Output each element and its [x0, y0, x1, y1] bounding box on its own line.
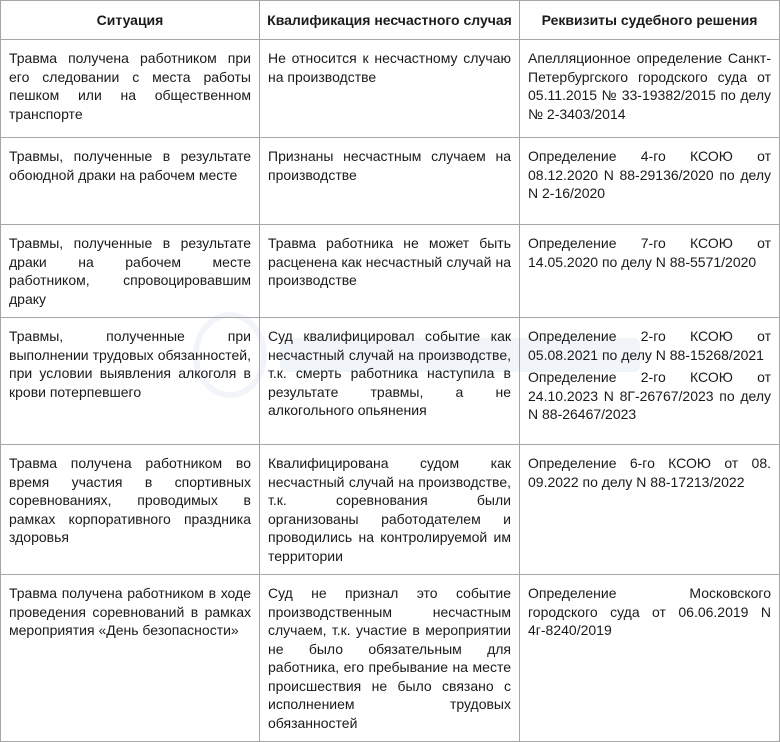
situation-cell: Травмы, полученные при выполнении трудовых обязанностей, при условии выявления алкоголя в крови потерпевшего [1, 318, 260, 445]
table-row [1, 225, 780, 318]
decision-text: Определение 6-го КСОЮ от 08. 09.2022 по делу N 88-17213/2022 [528, 455, 771, 490]
decision-cell [520, 138, 780, 225]
table-row [1, 575, 780, 742]
decision-text: Определение 2-го КСОЮ от 24.10.2023 N 8Г-26767/2023 по делу N 88-26467/2023 [528, 369, 771, 422]
table-row [1, 138, 780, 225]
qualification-cell: Суд квалифицировал событие как несчастный случай на производстве, т.к. смерть работника наступила в результате травмы, а не алкогольного опьянения [260, 318, 520, 445]
table-header-row [1, 1, 780, 40]
table-row [1, 40, 780, 138]
decision-text: Определение Московского городского суда от 06.06.2019 N 4г-8240/2019 [528, 585, 771, 638]
decision-text: Определение 2-го КСОЮ от 05.08.2021 по делу N 88-15268/2021 [528, 328, 771, 363]
header-situation: Ситуация [1, 1, 260, 40]
situation-cell: Травмы, полученные в результате драки на рабочем месте работником, спровоцировавшим драку [1, 225, 260, 318]
header-qualification: Квалификация несчастного случая [260, 1, 520, 40]
header-decision: Реквизиты судебного решения [520, 1, 780, 40]
decision-text: Определение 7-го КСОЮ от 14.05.2020 по делу N 88-5571/2020 [528, 235, 771, 270]
qualification-cell: Квалифицирована судом как несчастный случай на производстве, т.к. соревнования были организованы работодателем и проводились на контролируемой им территории [260, 445, 520, 575]
decision-cell [520, 575, 780, 742]
decision-cell [520, 445, 780, 575]
decision-cell [520, 318, 780, 445]
decision-cell [520, 40, 780, 138]
situation-cell: Травма получена работником при его следовании с места работы пешком или на общественном транспорте [1, 40, 260, 138]
table-row [1, 318, 780, 445]
decision-text: Определение 4-го КСОЮ от 08.12.2020 N 88-29136/2020 по делу N 2-16/2020 [528, 148, 771, 201]
situation-cell: Травма получена работником в ходе проведения соревнований в рамках мероприятия «День безопасности» [1, 575, 260, 742]
qualification-cell: Суд не признал это событие производственным несчастным случаем, т.к. участие в мероприятии не было обязательным для работника, его пребывание на месте происшествия не было связано с исполнением трудовых обязанностей [260, 575, 520, 742]
decision-cell [520, 225, 780, 318]
table-row [1, 445, 780, 575]
situation-cell: Травма получена работником во время участия в спортивных соревнованиях, проводимых в рамках корпоративного праздника здоровья [1, 445, 260, 575]
qualification-cell: Признаны несчастным случаем на производстве [260, 138, 520, 225]
qualification-cell: Травма работника не может быть расценена как несчастный случай на производстве [260, 225, 520, 318]
decision-text: Апелляционное определение Санкт-Петербургского городского суда от 05.11.2015 № 33-19382/2015 по делу № 2-3403/2014 [528, 50, 771, 122]
situation-cell: Травмы, полученные в результате обоюдной драки на рабочем месте [1, 138, 260, 225]
qualification-cell: Не относится к несчастному случаю на производстве [260, 40, 520, 138]
